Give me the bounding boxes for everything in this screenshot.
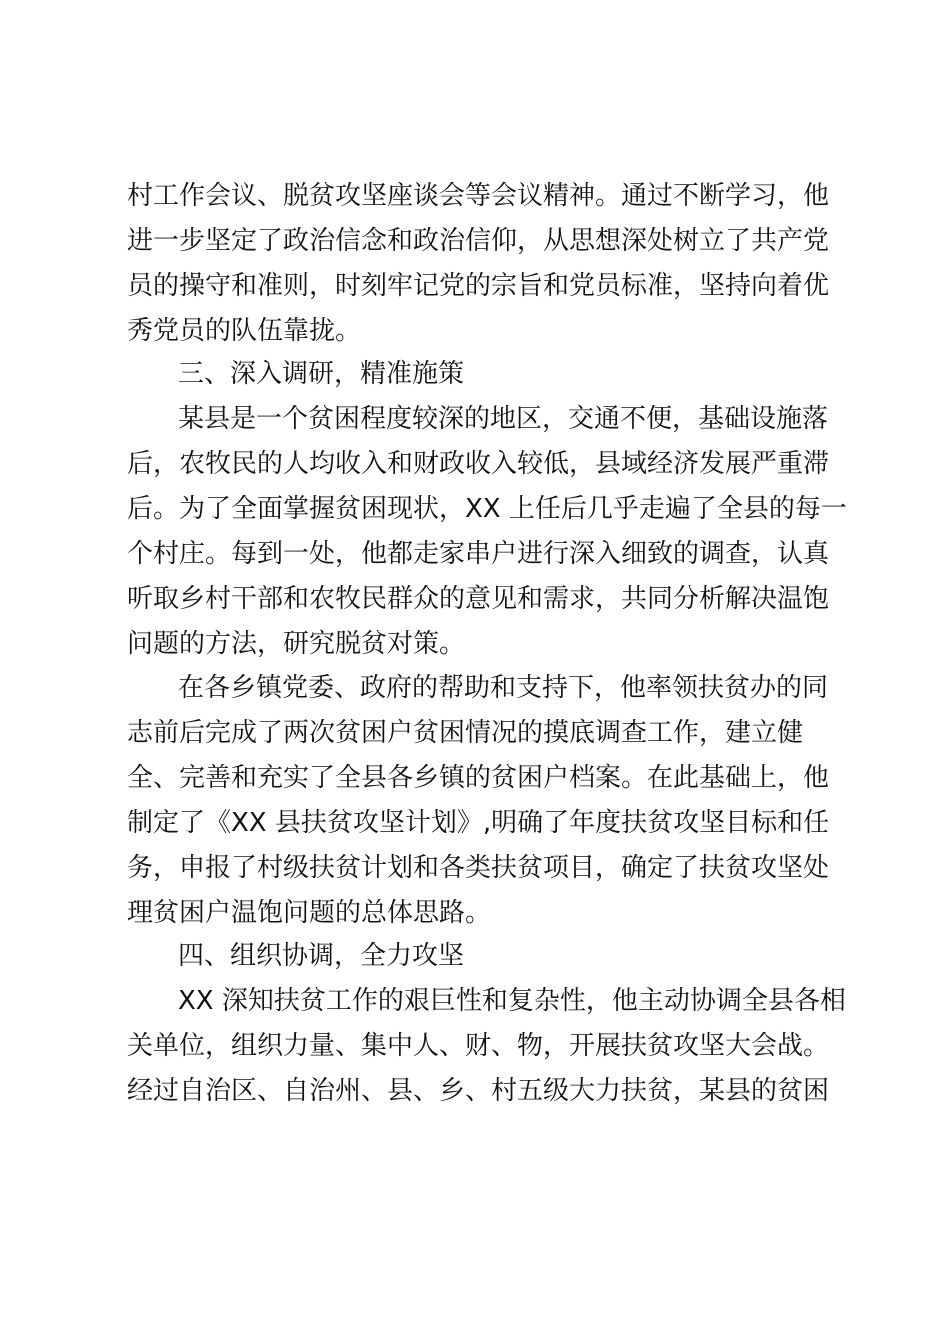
section-heading: 三、深入调研，精准施策 bbox=[178, 359, 465, 389]
body-text-line: 全、完善和充实了全县各乡镇的贫困户档案。在此基础上，他 bbox=[127, 763, 830, 793]
body-text-line: 村工作会议、脱贫攻坚座谈会等会议精神。通过不断学习，他 bbox=[127, 181, 830, 211]
section-heading: 四、组织协调，全力攻坚 bbox=[178, 941, 465, 971]
body-text-line: 志前后完成了两次贫困户贫困情况的摸底调查工作，建立健 bbox=[127, 718, 804, 748]
body-text-line: 制定了《XX 县扶贫攻坚计划》,明确了年度扶贫攻坚目标和任 bbox=[127, 808, 830, 838]
body-text-line: 在各乡镇党委、政府的帮助和支持下，他率领扶贫办的同 bbox=[178, 673, 829, 703]
body-text-line: 经过自治区、自治州、县、乡、村五级大力扶贫，某县的贫困 bbox=[127, 1076, 830, 1106]
body-text-line: 个村庄。每到一处，他都走家串户进行深入细致的调查，认真 bbox=[127, 539, 830, 569]
body-text-line: 理贫困户温饱问题的总体思路。 bbox=[127, 898, 492, 928]
body-text-line: 进一步坚定了政治信念和政治信仰，从思想深处树立了共产党 bbox=[127, 226, 830, 256]
body-text-line: 关单位，组织力量、集中人、财、物，开展扶贫攻坚大会战。 bbox=[127, 1031, 830, 1061]
body-text-line: 员的操守和准则，时刻牢记党的宗旨和党员标准，坚持向着优 bbox=[127, 271, 830, 301]
body-text-line: 某县是一个贫困程度较深的地区，交通不便，基础设施落 bbox=[178, 404, 829, 434]
body-text-line: 秀党员的队伍靠拢。 bbox=[127, 316, 362, 346]
body-text-line: 后。为了全面掌握贫困现状，XX 上任后几乎走遍了全县的每一 bbox=[127, 494, 847, 524]
body-text-line: 问题的方法，研究脱贫对策。 bbox=[127, 629, 466, 659]
body-text-line: 后，农牧民的人均收入和财政收入较低，县域经济发展严重滞 bbox=[127, 449, 830, 479]
body-text-line: 务，申报了村级扶贫计划和各类扶贫项目，确定了扶贫攻坚处 bbox=[127, 853, 830, 883]
body-text-line: XX 深知扶贫工作的艰巨性和复杂性，他主动协调全县各相 bbox=[178, 986, 846, 1016]
body-text-line: 听取乡村干部和农牧民群众的意见和需求，共同分析解决温饱 bbox=[127, 584, 830, 614]
